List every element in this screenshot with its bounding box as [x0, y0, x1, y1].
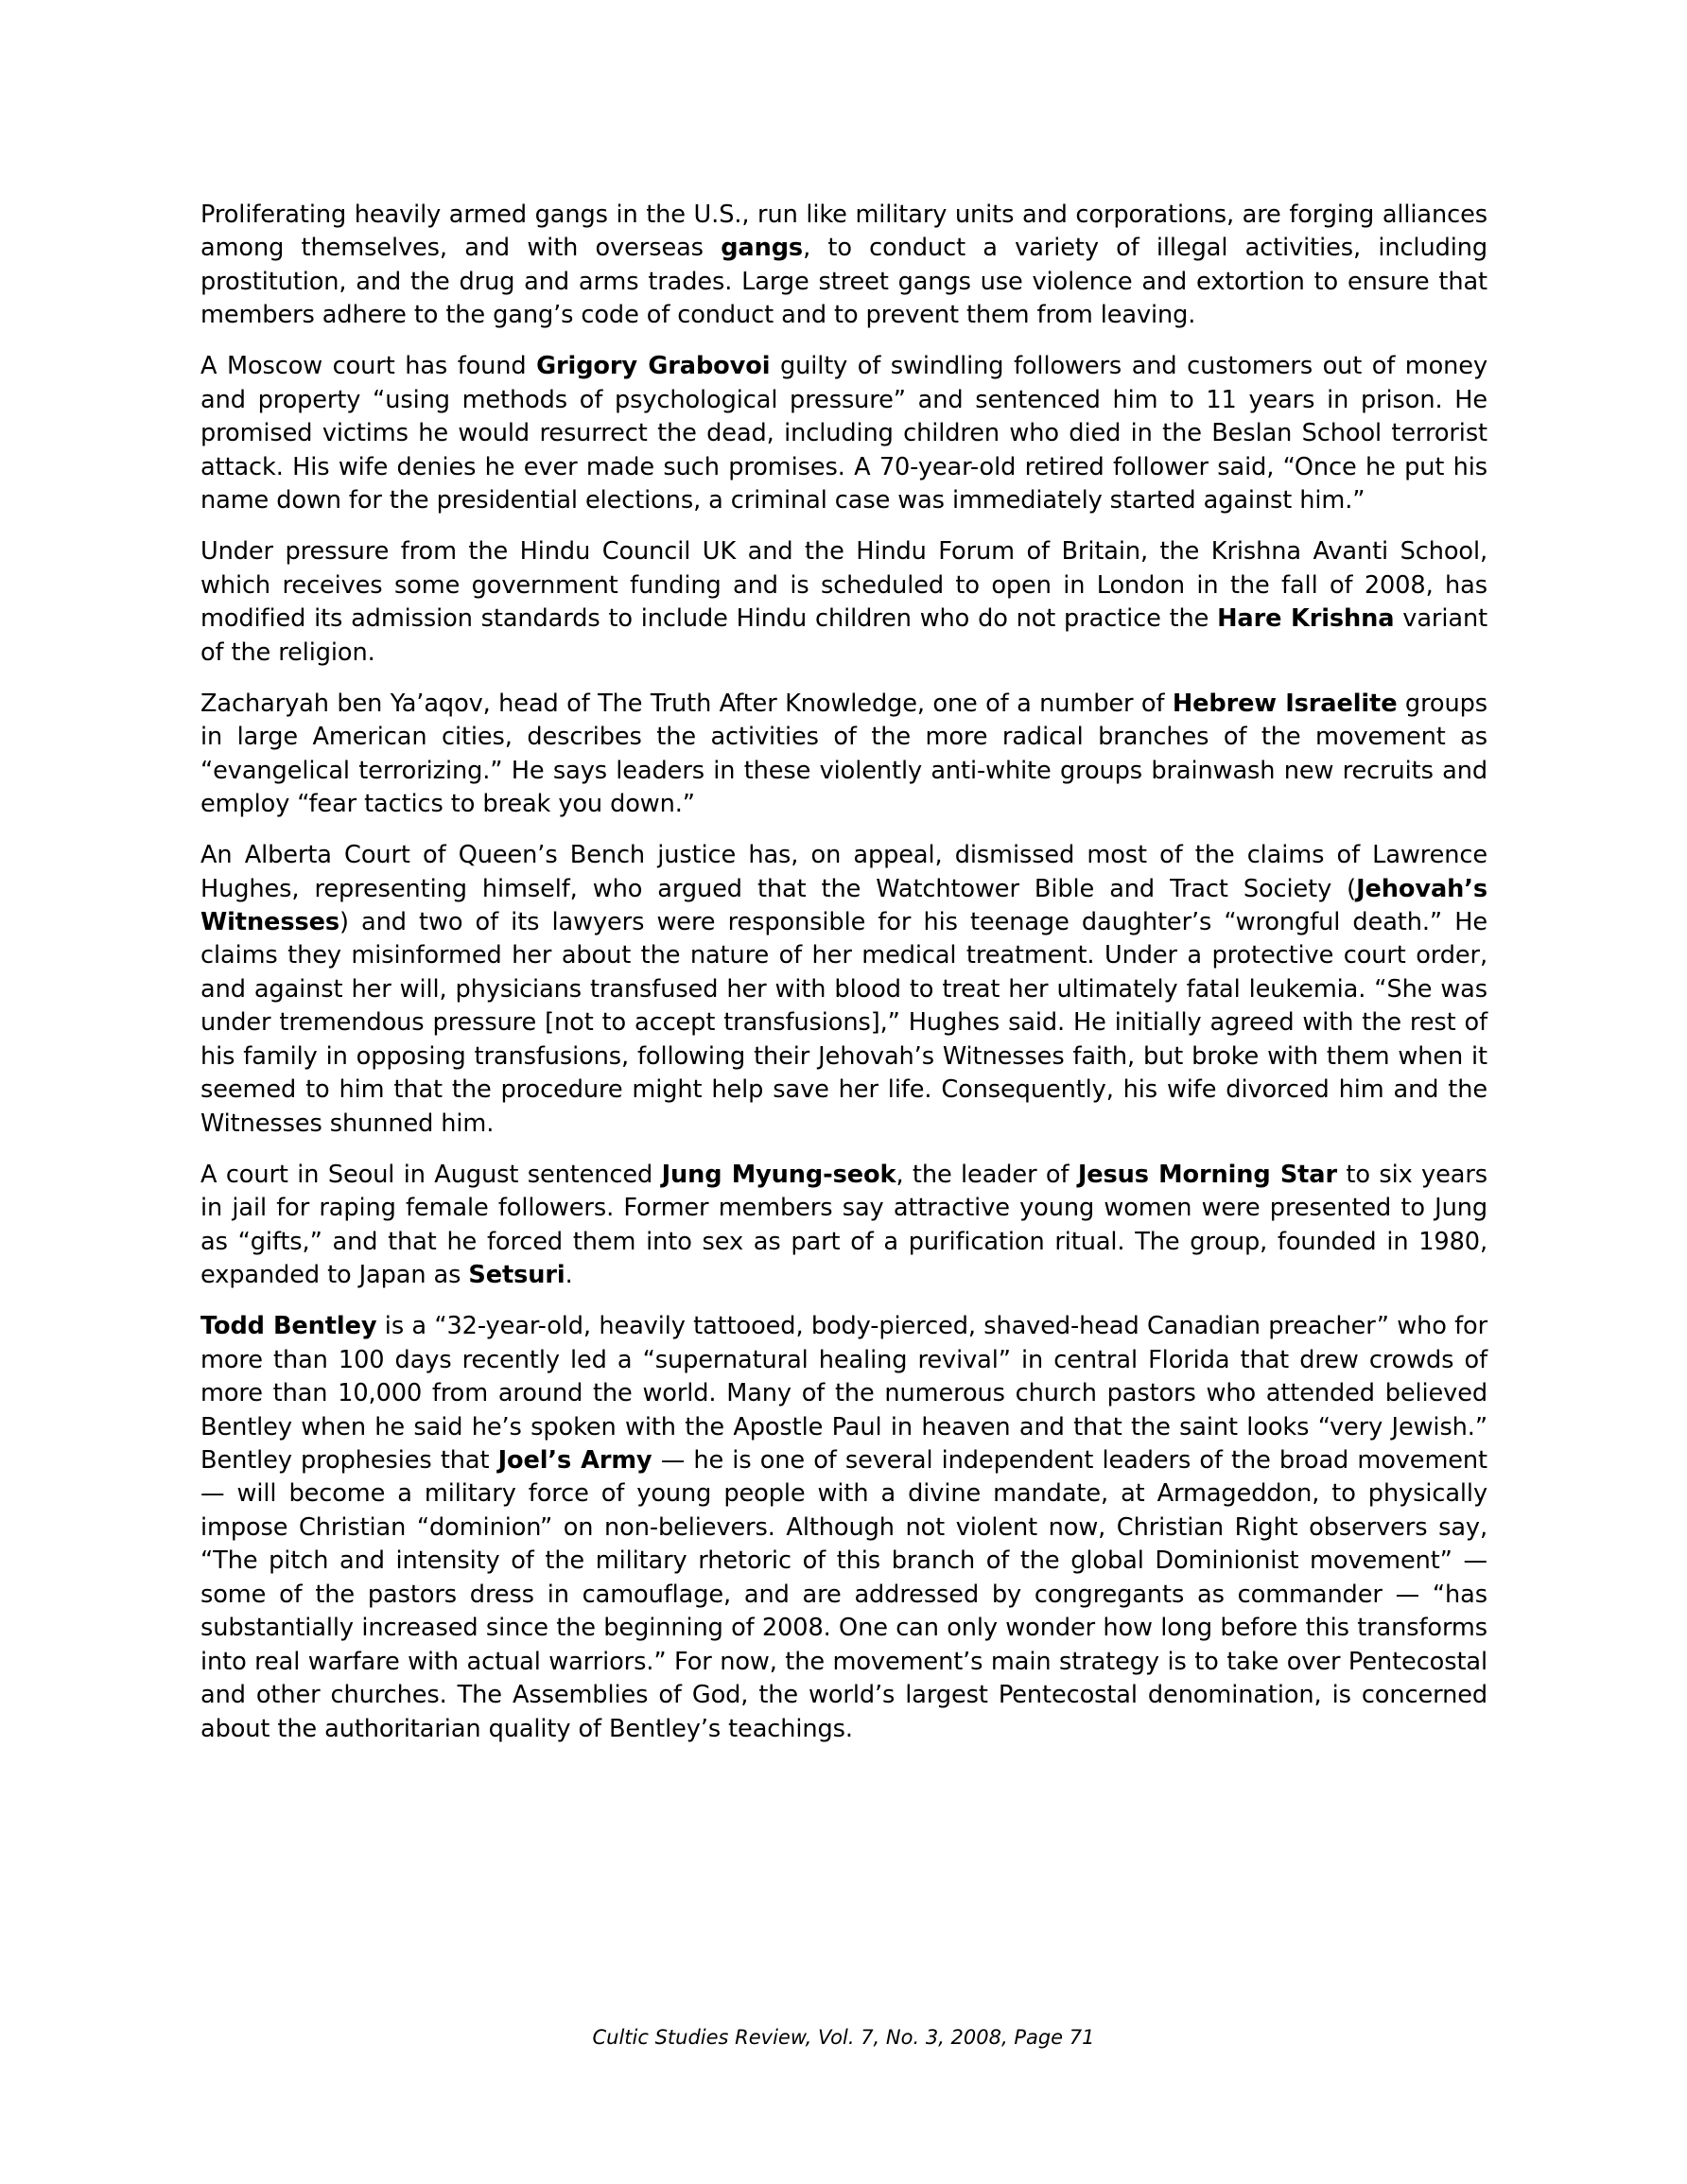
page-footer-citation: Cultic Studies Review, Vol. 7, No. 3, 2008, Page 71: [592, 2026, 1095, 2049]
paragraph-gangs: [200, 199, 1487, 333]
bold-term-setsuri: Setsuri: [468, 1261, 565, 1290]
text-segment: Under pressure from the Hindu Council UK and the Hindu Forum of Britain, the Krishna Avanti School, which receives some government funding and is scheduled to open in London in the fall of 2008, has modified its admission standards to include Hindu children who do not practice the: [200, 537, 1487, 634]
paragraph-todd-bentley: [200, 1310, 1487, 1746]
text-segment: Zacharyah ben Ya’aqov, head of The Truth After Knowledge, one of a number of: [200, 689, 1173, 718]
bold-term-jung-myung-seok: Jung Myung-seok: [661, 1160, 896, 1189]
text-segment: guilty of swindling followers and customers out of money and property “using methods of psychological pressure” and sentenced him to 11 years in prison. He promised victims he would resurrect the dead, including children who died in the Beslan School terrorist attack. His wife denies he ever made such promises. A 70-year-old retired follower said, “Once he put his name down for the presidential elections, a criminal case was immediately started against him.”: [200, 352, 1487, 515]
text-segment: .: [565, 1261, 573, 1290]
bold-term-jehovahs-witnesses: Jehovah’s Witnesses: [200, 874, 1487, 936]
text-segment: variant of the religion.: [200, 604, 1488, 667]
text-segment: An Alberta Court of Queen’s Bench justice has, on appeal, dismissed most of the claims of Lawrence Hughes, representing himself, who argued that the Watchtower Bible and Tract Society (: [200, 841, 1487, 903]
text-segment: , to conduct a variety of illegal activities, including prostitution, and the drug and arms trades. Large street gangs use violence and extortion to ensure that members adhere to the gang’s code of conduct and to prevent them from leaving.: [200, 234, 1487, 330]
article-body: [200, 199, 1487, 1764]
paragraph-hebrew-israelite: [200, 688, 1487, 822]
text-segment: to six years in jail for raping female followers. Former members say attractive young women were presented to Jung as “gifts,” and that he forced them into sex as part of a purification ritual. The group, founded in 1980, expanded to Japan as: [200, 1160, 1487, 1290]
text-segment: Proliferating heavily armed gangs in the U.S., run like military units and corporations, are forging alliances among themselves, and with overseas: [200, 201, 1487, 263]
bold-term-gangs: gangs: [721, 234, 804, 263]
bold-term-hare-krishna: Hare Krishna: [1217, 604, 1395, 634]
paragraph-hare-krishna: [200, 535, 1487, 670]
bold-term-hebrew-israelite: Hebrew Israelite: [1172, 689, 1398, 718]
text-segment: — he is one of several independent leaders of the broad movement — will become a military force of young people with a divine mandate, at Armageddon, to physically impose Christian “dominion” on non-believers. Although not violent now, Christian Right observers say, “The pitch and intensity of the military rhetoric of this branch of the global Dominionist movement” — some of the pastors dress in camouflage, and are addressed by congregants as commander — “has substantially increased since the beginning of 2008. One can only wonder how long before this transforms into real warfare with actual warriors.” For now, the movement’s main strategy is to take over Pentecostal and other churches. The Assemblies of God, the world’s largest Pentecostal denomination, is concerned about the authoritarian quality of Bentley’s teachings.: [200, 1445, 1487, 1743]
paragraph-jung-myung-seok: [200, 1159, 1487, 1293]
text-segment: , the leader of: [896, 1160, 1078, 1189]
text-segment: ) and two of its lawyers were responsible for his teenage daughter’s “wrongful death.” He claims they misinformed her about the nature of her medical treatment. Under a protective court order, and against her will, physicians transfused her with blood to treat her ultimately fatal leukemia. “She was under tremendous pressure [not to accept transfusions],” Hughes said. He initially agreed with the rest of his family in opposing transfusions, following their Jehovah’s Witnesses faith, but broke with them when it seemed to him that the procedure might help save her life. Consequently, his wife divorced him and the Witnesses shunned him.: [200, 907, 1487, 1138]
text-segment: groups in large American cities, describes the activities of the more radical branches of the movement as “evangelical terrorizing.” He says leaders in these violently anti-white groups brainwash new recruits and employ “fear tactics to break you down.”: [200, 689, 1487, 819]
bold-term-grigory-grabovoi: Grigory Grabovoi: [536, 352, 771, 381]
text-segment: A court in Seoul in August sentenced: [200, 1160, 662, 1189]
bold-term-jesus-morning-star: Jesus Morning Star: [1077, 1160, 1337, 1189]
text-segment: is a “32-year-old, heavily tattooed, body-pierced, shaved-head Canadian preacher” who for more than 100 days recently led a “supernatural healing revival” in central Florida that drew crowds of more than 10,000 from around the world. Many of the numerous church pastors who attended believed Bentley when he said he’s spoken with the Apostle Paul in heaven and that the saint looks “very Jewish.” Bentley prophesies that: [200, 1312, 1487, 1475]
text-segment: A Moscow court has found: [200, 352, 537, 381]
bold-term-joels-army: Joel’s Army: [497, 1445, 652, 1475]
paragraph-jehovahs-witnesses: [200, 839, 1487, 1141]
bold-term-todd-bentley: Todd Bentley: [200, 1312, 377, 1341]
paragraph-grabovoi: [200, 350, 1487, 517]
